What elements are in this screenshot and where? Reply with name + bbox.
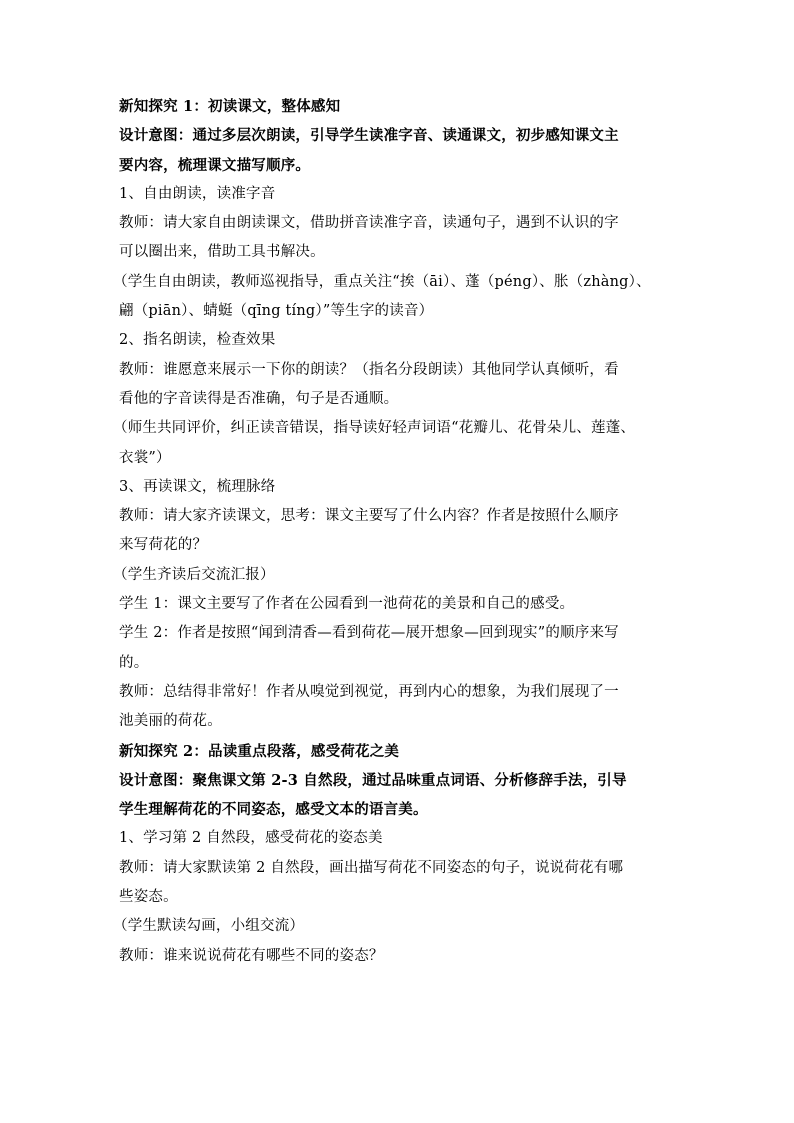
section-heading-2: 新知探究 2：品读重点段落，感受荷花之美 — [119, 742, 400, 760]
design-intent-2: 设计意图：聚焦课文第 2-3 自然段，通过品味重点词语、分析修辞手法，引导 — [119, 771, 627, 789]
paragraph-line: 看他的字音读得是否准确，句子是否通顺。 — [119, 390, 399, 407]
paragraph-line: 教师：请大家自由朗读课文，借助拼音读准字音，读通句子，遇到不认识的字 — [119, 215, 619, 232]
paragraph-line: 学生 1：课文主要写了作者在公园看到一池荷花的美景和自己的感受。 — [119, 596, 575, 613]
design-intent-1: 设计意图：通过多层次朗读，引导学生读准字音、读通课文，初步感知课文主 — [119, 127, 619, 145]
step-heading: 2、指名朗读，检查效果 — [119, 332, 276, 349]
paragraph-line: 学生 2：作者是按照“闻到清香—看到荷花—展开想象—回到现实”的顺序来写 — [119, 625, 619, 642]
paragraph-line: 池美丽的荷花。 — [119, 713, 222, 730]
paragraph-line: 衣裳”） — [119, 449, 171, 466]
paragraph-line: 教师：谁来说说荷花有哪些不同的姿态？ — [119, 947, 384, 964]
paragraph-line: （学生齐读后交流汇报） — [113, 566, 275, 583]
step-heading: 1、自由朗读，读准字音 — [119, 185, 276, 202]
paragraph-line: （学生自由朗读，教师巡视指导，重点关注“挨（āi）、蓬（péng）、胀（zhàng）、 — [113, 273, 651, 290]
paragraph-line: 翩（piān）、蜻蜓（qīng tíng）”等生字的读音） — [119, 303, 434, 320]
paragraph-line: 些姿态。 — [119, 889, 178, 906]
paragraph-line: 教师：请大家齐读课文，思考：课文主要写了什么内容？作者是按照什么顺序 — [119, 508, 619, 525]
paragraph-line: 来写荷花的？ — [119, 537, 208, 554]
section-heading-1: 新知探究 1：初读课文，整体感知 — [119, 98, 341, 115]
paragraph-line: 教师：请大家默读第 2 自然段，画出描写荷花不同姿态的句子，说说荷花有哪 — [119, 859, 624, 876]
step-heading: 3、再读课文，梳理脉络 — [119, 478, 276, 495]
document-page — [113, 92, 689, 971]
paragraph-line: 教师：总结得非常好！作者从嗅觉到视觉，再到内心的想象，为我们展现了一 — [119, 683, 619, 700]
design-intent-2-cont: 学生理解荷花的不同姿态，感受文本的语言美。 — [119, 801, 428, 819]
paragraph-line: 的。 — [119, 654, 149, 671]
paragraph-line: 教师：谁愿意来展示一下你的朗读？（指名分段朗读）其他同学认真倾听，看 — [119, 361, 619, 378]
step-heading: 1、学习第 2 自然段，感受荷花的姿态美 — [119, 830, 383, 847]
design-intent-1-cont: 要内容，梳理课文描写顺序。 — [119, 156, 311, 174]
paragraph-line: （师生共同评价，纠正读音错误，指导读好轻声词语“花瓣儿、花骨朵儿、莲蓬、 — [113, 420, 636, 437]
paragraph-line: （学生默读勾画，小组交流） — [113, 918, 305, 935]
paragraph-line: 可以圈出来，借助工具书解决。 — [119, 244, 325, 261]
